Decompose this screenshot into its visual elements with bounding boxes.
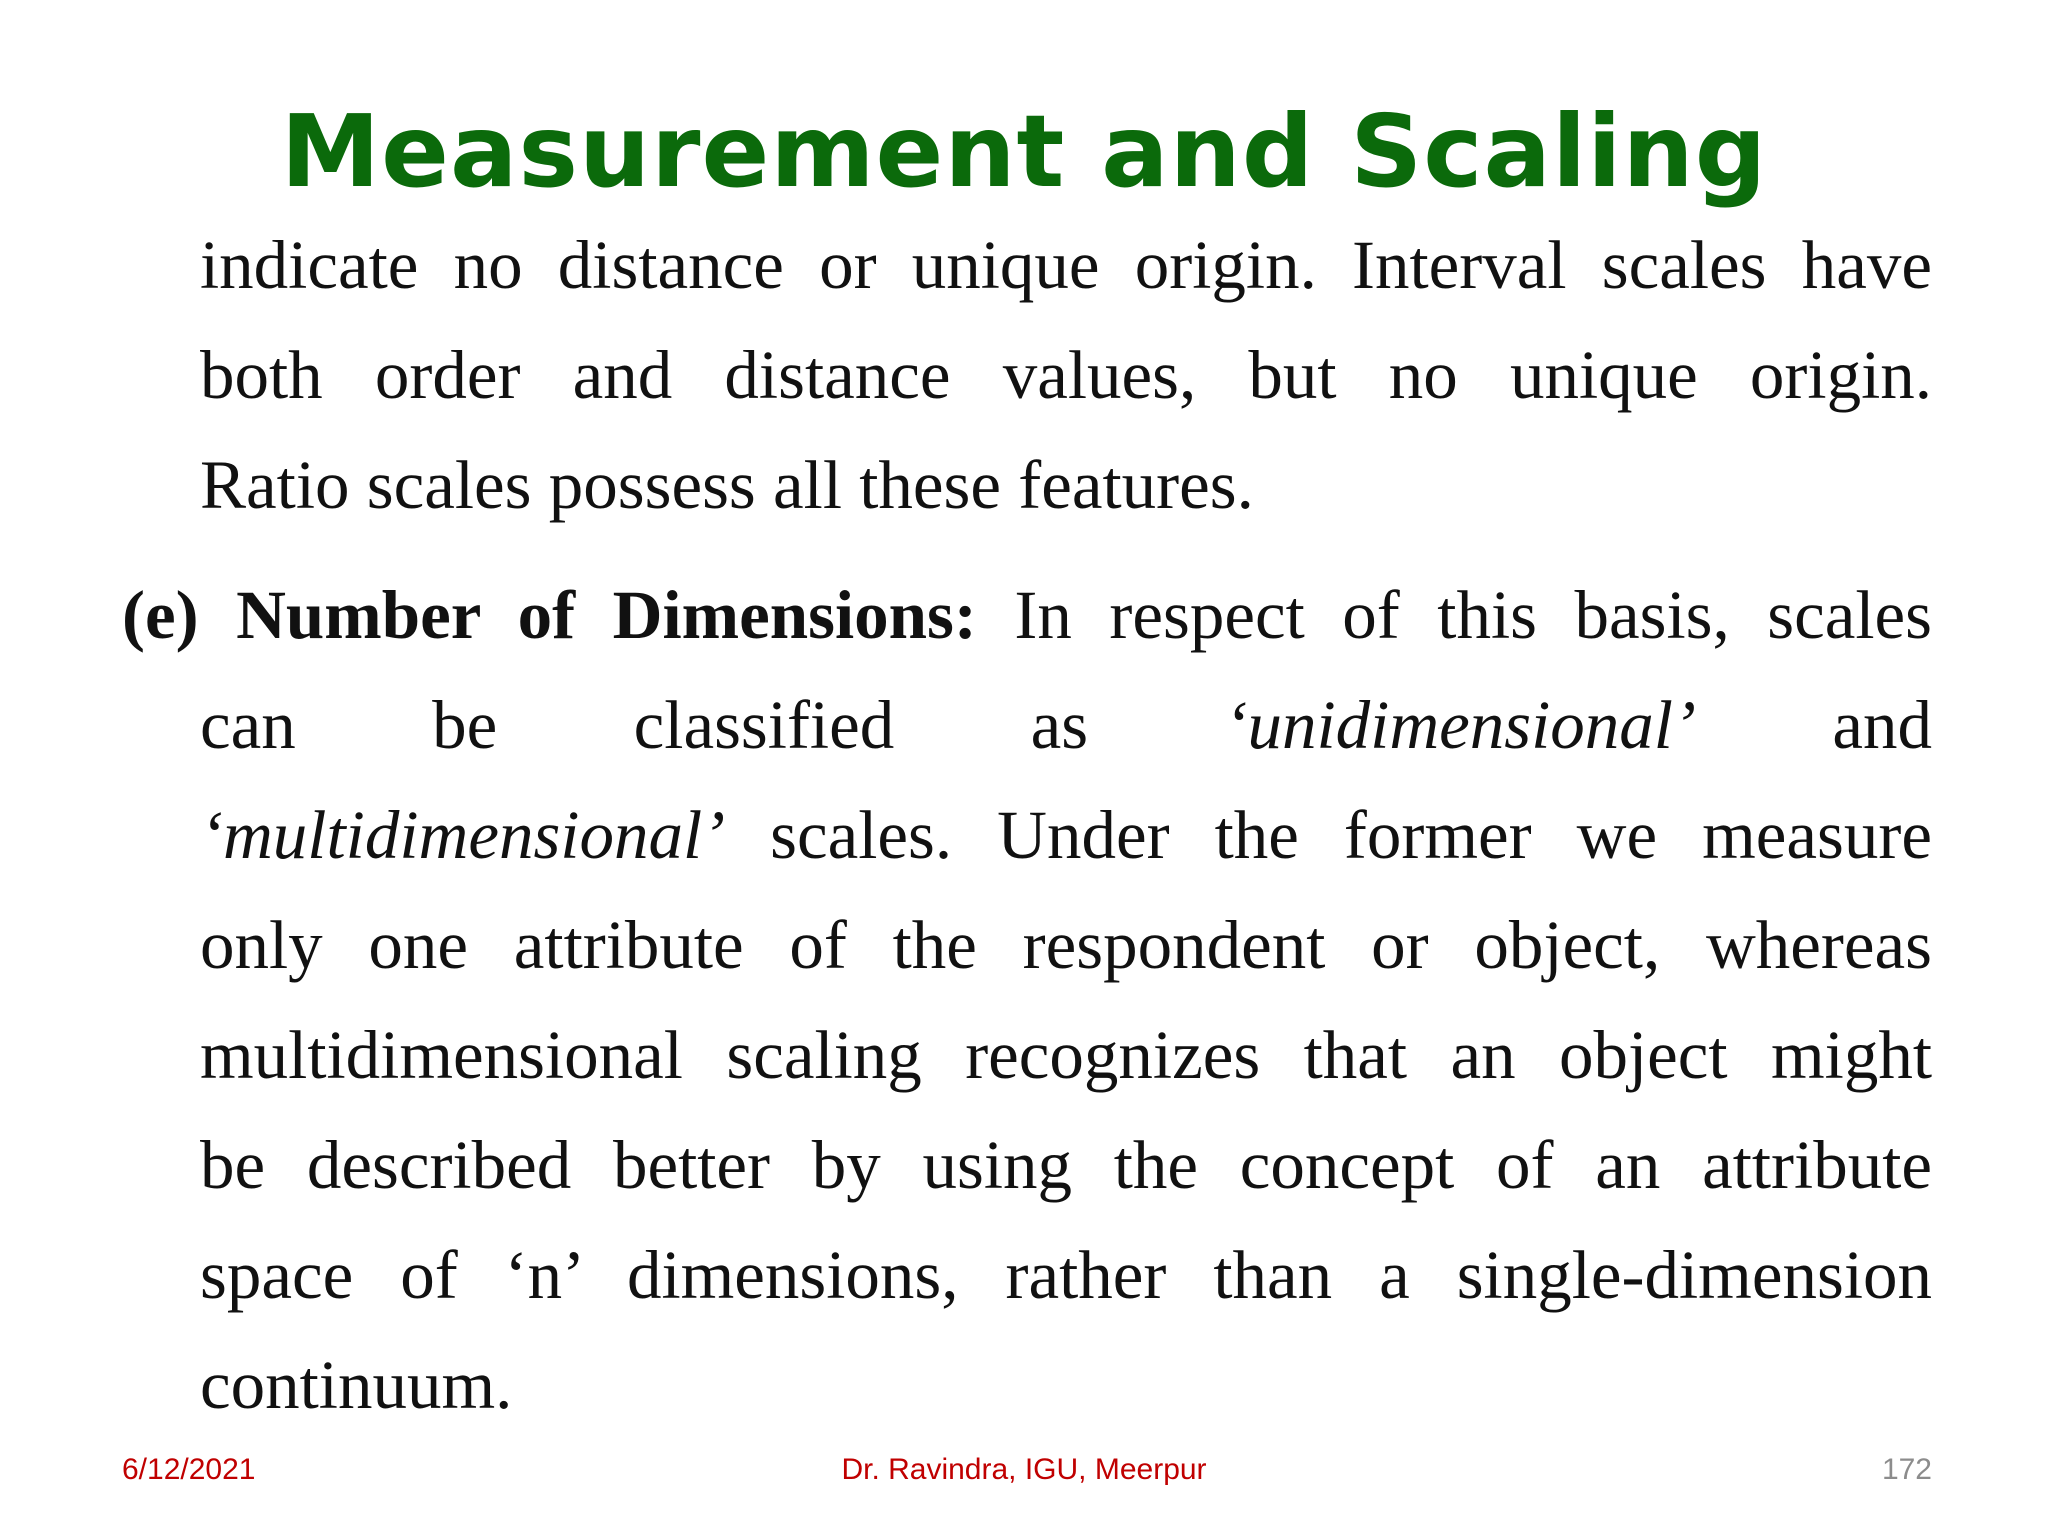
text-line (122, 780, 1932, 890)
slide-title: Measurement and Scaling (280, 93, 1768, 210)
text-line: indicate no distance or unique origin. Interval scales have (200, 227, 1932, 303)
text-run: and (1695, 687, 1932, 763)
text-line: only one attribute of the respondent or object, whereas (200, 907, 1932, 983)
text-line: multidimensional scaling recognizes that an object might (200, 1017, 1932, 1093)
text-line: space of ‘n’ dimensions, rather than a single-dimension (200, 1237, 1932, 1313)
footer-date: 6/12/2021 (122, 1453, 256, 1486)
text-line: both order and distance values, but no unique origin. (200, 337, 1932, 413)
italic-term: ‘unidimensional’ (1224, 687, 1696, 763)
text-line: be described better by using the concept of an attribute (200, 1127, 1932, 1203)
page-number: 172 (1881, 1453, 1932, 1486)
text-run: scales. Under the former we measure (725, 797, 1932, 873)
text-run: can be classified as (200, 687, 1225, 763)
text-run: In respect of this basis, scales (976, 577, 1932, 653)
footer-author: Dr. Ravindra, IGU, Meerpur (841, 1453, 1207, 1486)
text-line: Ratio scales possess all these features. (200, 447, 1254, 523)
text-line (122, 670, 1932, 780)
italic-term: ‘multidimensional’ (200, 797, 726, 873)
text-line (122, 560, 1932, 670)
paragraph-number-of-dimensions (122, 560, 1932, 1440)
paragraph-scale-properties (200, 210, 1932, 540)
section-label: (e) Number of Dimensions: (122, 577, 977, 653)
text-line: continuum. (200, 1347, 513, 1423)
